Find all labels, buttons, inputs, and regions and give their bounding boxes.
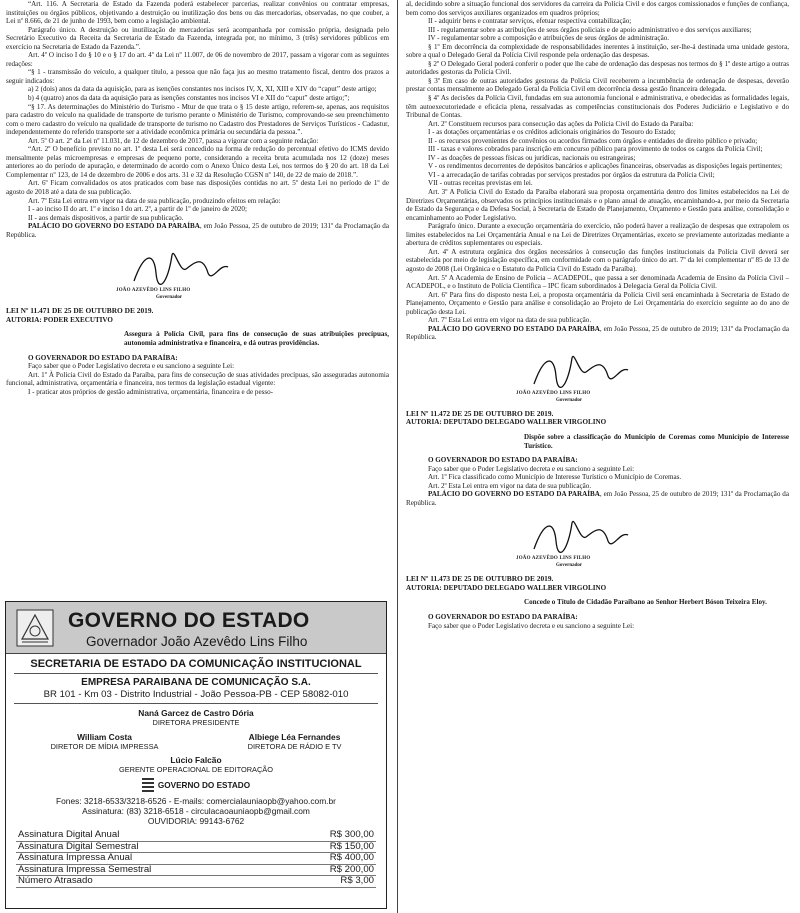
company-address: BR 101 - Km 03 - Distrito Industrial - João Pessoa-PB - CEP 58082-010	[43, 689, 349, 700]
manager-role: GERENTE OPERACIONAL DE EDITORAÇÃO	[118, 765, 273, 774]
secretaria-name: SECRETARIA DE ESTADO DA COMUNICAÇÃO INSTITUCIONAL	[30, 658, 362, 670]
signature-role: Governador	[556, 563, 583, 569]
paragraph: § 1º Em decorrência da complexidade de responsabilidades inerentes à instituição, ser-lhe-á destinada uma unidade gestora, sobre a qual o Delegado Geral da Polícia Civil responde pela ordenação das despesas.	[406, 42, 789, 60]
government-logo	[6, 778, 386, 792]
paragraph: Art. 7º Esta Lei entra em vigor na data de sua publicação.	[428, 316, 592, 325]
signature-role: Governador	[156, 295, 183, 301]
paragraph: Art. 1º À Polícia Civil do Estado da Paraíba, para fins de consecução de suas atividades precípuas, são asseguradas autonomia funcional, administrativa, orçamentária e financeira, nos termos da legislação estadual vigente:	[6, 370, 389, 388]
signature-scribble-icon	[524, 346, 644, 392]
governor-heading: O GOVERNADOR DO ESTADO DA PARAÍBA:	[428, 456, 578, 465]
table-row	[16, 830, 376, 841]
director-block	[51, 732, 159, 751]
paragraph: Parágrafo único. A destruição ou inutilização de mercadorias será acompanhada por comissão própria, designada pelo Secretário Executivo da Receita da Secretaria de Estado da Fazenda, integrada por, no mínimo, 3 (três) servidores públicos em exercício na Secretaria de Estado da Fazenda.”.	[6, 25, 389, 51]
governor-signature	[406, 346, 789, 404]
palacio-lead: PALÁCIO DO GOVERNO DO ESTADO DA PARAÍBA	[428, 490, 600, 499]
paragraph: Art. 7º Esta Lei entra em vigor na data de sua publicação, produzindo efeitos em relação:	[28, 196, 281, 205]
director-role: DIRETOR DE MÍDIA IMPRESSA	[50, 742, 159, 751]
signature-name: JOÃO AZEVÊDO LINS FILHO	[116, 288, 191, 294]
paragraph: Art. 1º Fica classificado como Município de Interesse Turístico o Município de Coremas.	[428, 473, 682, 482]
price-value: R$ 200,00	[282, 864, 376, 876]
paragraph: b) 4 (quatro) anos da data da aquisição para as isenções constantes nos incisos VI e XII do “caput” deste artigo;”;	[28, 94, 350, 103]
paragraph: Art. 6º Para fins do disposto nesta Lei, a proposta orçamentária da Polícia Civil será encaminhada à Secretaria de Estado de Planejamento, Orçamento e Gestão para análise e consolidação ao Projeto de Lei Orçamentária do exercício seguinte ao do ano de publicação desta Lei.	[406, 290, 789, 316]
table-row	[16, 876, 376, 888]
price-value: R$ 400,00	[282, 853, 376, 865]
signature-role: Governador	[556, 397, 583, 403]
paragraph: IV - regulamentar sobre a composição e atribuições de seus órgãos de administração.	[428, 34, 670, 43]
column-divider	[397, 0, 398, 913]
paragraph: Art. 2º Constituem recursos para consecução das ações da Polícia Civil do Estado da Paraíba:	[428, 119, 694, 128]
price-label: Assinatura Impressa Semestral	[16, 864, 282, 876]
signature-scribble-icon	[524, 511, 644, 557]
law-title: LEI Nº 11.472 DE 25 DE OUTUBRO DE 2019.	[406, 408, 554, 418]
director-role: DIRETORA DE RÁDIO E TV	[247, 742, 342, 751]
law-authorship: AUTORIA: DEPUTADO DELEGADO WALLBER VIRGOLINO	[406, 583, 607, 592]
paragraph: al, decidindo sobre a situação funcional dos servidores da carreira da Polícia Civil e dos cargos comissionados e funções de confiança, bem como dos serviços auxiliares organizados em quadros próprios;	[406, 0, 789, 17]
price-value: R$ 300,00	[282, 830, 376, 841]
price-label: Assinatura Digital Anual	[16, 830, 282, 841]
price-label: Número Atrasado	[16, 876, 282, 888]
price-value: R$ 150,00	[282, 841, 376, 853]
table-row	[16, 853, 376, 865]
palacio-rest: , em João Pessoa, 25 de outubro de 2019; 131º da Proclamação da República.	[406, 490, 789, 507]
law-summary: Concede o Título de Cidadão Paraibano ao Senhor Herbert Bóson Teixeira Eloy.	[524, 598, 767, 607]
law-summary: Assegura à Polícia Civil, para fins de consecução de suas atribuições precípuas, autonomia administrativa e financeira, e dá outras providências.	[124, 330, 389, 347]
paragraph: III - taxas e valores cobrados para inscrição em concurso público para provimento de todos os cargos da Polícia Civil;	[428, 145, 763, 154]
palacio-line	[406, 490, 789, 507]
paragraph: § 4º As decisões da Polícia Civil, fundadas em sua autonomia funcional e administrativa, e obedecidas as formalidades legais, têm autoexecutoriedade e eficácia plena, ressalvadas as competências constitucionais dos Poderes Judiciário e Legislativo e do Tribunal de Contas.	[406, 94, 789, 120]
company-name: EMPRESA PARAIBANA DE COMUNICAÇÃO S.A.	[81, 677, 311, 688]
palacio-lead: PALÁCIO DO GOVERNO DO ESTADO DA PARAÍBA	[428, 324, 600, 333]
paragraph: VII - outras receitas previstas em lei.	[428, 179, 533, 188]
paragraph: Faço saber que o Poder Legislativo decreta e eu sanciono a seguinte Lei:	[428, 464, 635, 473]
paragraph: III - regulamentar sobre as atribuições de seus órgãos policiais e de apoio administrativo e dos serviços auxiliares;	[428, 25, 752, 34]
expediente-title: GOVERNO DO ESTADO	[68, 609, 310, 632]
director-name: Naná Garcez de Castro Dória	[138, 708, 254, 718]
paragraph: “Art. 116. A Secretaria de Estado da Fazenda poderá estabelecer parcerias, realizar convênios ou contratar empresas, instituições ou órgãos públicos, objetivando a destruição ou inutilização dos bens ou das mercadorias, observadas, no que couber, a Lei nº 8.666, de 21 de junho de 1993, bem como a legislação ambiental.	[6, 0, 389, 26]
paragraph: Art. 2º Esta Lei entra em vigor na data de sua publicação.	[428, 481, 592, 490]
manager-name: Lúcio Falcão	[170, 755, 222, 765]
paragraph: Parágrafo único. Durante a execução orçamentária do exercício, não poderá haver a realização de despesas que extrapolem os limites estabelecidos na Lei Orçamentária Anual e na Lei de Diretrizes Orçamentárias, exceto se previamente autorizadas mediante a abertura de créditos suplementares ou especiais.	[406, 222, 789, 248]
ombudsman-line: OUVIDORIA: 99143-6762	[147, 816, 245, 826]
law-authorship: AUTORIA: DEPUTADO DELEGADO WALLBER VIRGOLINO	[406, 418, 607, 427]
paragraph: Faço saber que o Poder Legislativo decreta e eu sanciono a seguinte Lei:	[28, 362, 235, 371]
paragraph: § 2º O Delegado Geral poderá conferir o poder que lhe cabe de ordenação das despesas nos termos do § 1º deste artigo a outras autoridades gestoras da Polícia Civil.	[406, 59, 789, 77]
paragraph: II - aos demais dispositivos, a partir de sua publicação.	[28, 213, 184, 222]
director-block	[248, 732, 342, 751]
paragraph: Art. 4º O inciso I do § 10 e o § 17 do art. 4º da Lei nº 11.007, de 06 de novembro de 2017, passam a vigorar com as seguintes redações:	[6, 51, 389, 68]
signature-name: JOÃO AZEVÊDO LINS FILHO	[516, 556, 591, 562]
price-value: R$ 3,00	[282, 876, 376, 888]
director-role: DIRETORA PRESIDENTE	[152, 718, 240, 727]
expediente-header	[6, 602, 386, 654]
government-logo-text: GOVERNO DO ESTADO	[157, 780, 251, 790]
law-authorship: AUTORIA: PODER EXECUTIVO	[6, 315, 113, 324]
governor-signature	[406, 511, 789, 569]
table-row	[16, 841, 376, 853]
governor-heading: O GOVERNADOR DO ESTADO DA PARAÍBA:	[428, 612, 578, 621]
state-crest-icon	[16, 609, 54, 647]
director-name: Albiege Léa Fernandes	[248, 732, 341, 742]
price-table	[16, 830, 376, 888]
paragraph: a) 2 (dois) anos da data da aquisição, para as isenções constantes nos incisos IV, X, XI, XIII e XIV do “caput” deste artigo;	[28, 85, 377, 94]
law-summary: Dispõe sobre a classificação do Município de Coremas como Município de Interesse Turístico.	[524, 432, 789, 450]
paragraph: I - ao inciso II do art. 1º e inciso I do art. 2º, a partir de 1º de janeiro de 2020;	[28, 205, 247, 214]
paragraph: Art. 3º A Polícia Civil do Estado da Paraíba elaborará sua proposta orçamentária dentro dos limites estabelecidos na Lei de Diretrizes Orçamentárias, observados os princípios institucionais e o plano anual de atuação, encaminhando-a, por meio da Secretaria de Estado da Segurança e da Defesa Social, à Secretaria de Estado de Planejamento, Orçamento e Gestão para análise, consolidação e encaminhamento ao Poder Legislativo.	[406, 188, 789, 222]
paragraph: Art. 5º O art. 2º da Lei nº 11.031, de 12 de dezembro de 2017, passa a vigorar com a seguinte redação:	[28, 136, 319, 145]
paragraph: II - os recursos provenientes de convênios ou acordos firmados com órgãos e entidades de direito público e privado;	[428, 136, 758, 145]
director-name: William Costa	[77, 732, 132, 742]
divider	[14, 703, 378, 704]
price-label: Assinatura Impressa Anual	[16, 853, 282, 865]
governor-heading: O GOVERNADOR DO ESTADO DA PARAÍBA:	[28, 353, 178, 362]
signature-name: JOÃO AZEVÊDO LINS FILHO	[516, 390, 591, 396]
subscription-line: Assinatura: (83) 3218-6518 - circulacaoauniaopb@gmail.com	[82, 806, 310, 816]
table-row	[16, 864, 376, 876]
palacio-line	[406, 325, 789, 342]
contact-block	[6, 796, 386, 826]
expediente-box	[5, 601, 387, 909]
paragraph: “§ 17. As determinações do Ministério do Turismo - Mtur de que trata o § 15 deste artigo, referem-se, apenas, aos requisitos para cadastro do veículo na qualidade de transporte de turismo perante o Ministério de Turismo, comprovando-se seu preenchimento com o mero cadastro do veículo na qualidade de transporte de turismo no Cadastro dos Prestadores de Serviços Turísticos - Cadastur, independentemente do referido transporte ser a atividade econômica primária ou secundária da pessoa.”.	[6, 102, 389, 137]
paragraph: “§ 1 - transmissão do veículo, a qualquer título, a pessoa que não faça jus ao mesmo tratamento fiscal, dentro dos prazos a seguir indicados:	[6, 68, 389, 85]
palacio-rest: , em João Pessoa, 25 de outubro de 2019; 131º da Proclamação da República.	[406, 324, 789, 342]
price-label: Assinatura Digital Semestral	[16, 841, 282, 853]
paragraph: “Art. 2º O benefício previsto no art. 1º desta Lei será concedido na forma de redução do percentual efetivo do ICMS devido mensalmente pelas microempresas e empresas de pequeno porte, considerando a receita bruta acumulada nos 12 (doze) meses anteriores ao do período de apuração, e determinado de acordo com o Anexo Único desta Lei, nos termos do § 20 do art. 18 da Lei Complementar nº 123, de 14 de dezembro de 2006 e dos arts. 31 e 32 da Resolução CGSN nº 140, de 22 de maio de 2018.”.	[6, 145, 389, 179]
paragraph: Art. 6º Ficam convalidados os atos praticados com base nas disposições contidas no art. 5º desta Lei no período de 1º de agosto de 2018 até a data de sua publicação.	[6, 179, 389, 197]
palacio-rest: , em João Pessoa, 25 de outubro de 2019; 131º da Proclamação da República.	[6, 222, 389, 239]
palacio-lead: PALÁCIO DO GOVERNO DO ESTADO DA PARAÍBA	[28, 222, 200, 231]
paragraph: I - as dotações orçamentárias e os créditos adicionais originários do Tesouro do Estado;	[428, 128, 676, 137]
paragraph: Faço saber que o Poder Legislativo decreta e eu sanciono a seguinte Lei:	[428, 621, 635, 630]
directors-row	[6, 732, 386, 751]
right-column	[406, 0, 789, 913]
paragraph: IV - as doações de pessoas físicas ou jurídicas, nacionais ou estrangeiras;	[428, 153, 636, 162]
paragraph: I - praticar atos próprios de gestão administrativa, orçamentária, financeira e de pesso-	[28, 387, 274, 396]
paragraph: Art. 5º A Academia de Ensino de Polícia – ACADEPOL, que passa a ser denominada Academia de Ensino da Polícia Civil – ACADEPOL, e o Instituto de Polícia Científica – IPC ficam subordinados à Delegacia Geral da Polícia Civil.	[406, 273, 789, 291]
phones-line: Fones: 3218-6533/3218-6526 - E-mails: comercialauniaopb@yahoo.com.br	[56, 796, 336, 806]
palacio-line	[6, 222, 389, 239]
paragraph: VI - a arrecadação de tarifas cobradas por serviços prestados por órgãos da estrutura da Polícia Civil;	[428, 170, 715, 179]
law-title: LEI Nº 11.471 DE 25 DE OUTUBRO DE 2019.	[6, 306, 154, 316]
paragraph: § 3º Em caso de outras autoridades gestoras da Polícia Civil receberem a incumbência de ordenação de despesas, deverão prestar contas mensalmente ao Delegado Geral da Polícia Civil em decorrência dessa gestão financeira delegada.	[406, 76, 789, 94]
paragraph: V - os rendimentos decorrentes de depósitos bancários e aplicações financeiras, observadas as disposições legais pertinentes;	[428, 162, 783, 171]
signature-scribble-icon	[124, 243, 244, 289]
flag-icon	[142, 778, 154, 792]
paragraph: II - adquirir bens e contratar serviços, efetuar respectiva contabilização;	[428, 17, 632, 26]
divider	[14, 673, 378, 674]
law-title: LEI Nº 11.473 DE 25 DE OUTUBRO DE 2019.	[406, 574, 554, 584]
governor-signature	[6, 243, 389, 301]
paragraph: Art. 4º A estrutura orgânica dos órgãos necessários à consecução das funções institucionais da Polícia Civil deverá ser estabelecida por meio de legislação específica, em conformidade com o parágrafo único do art. 7º da lei complementar nº 85 de 13 de agosto de 2008 (Lei Orgânica e o Estatuto da Polícia Civil do Estado da Paraíba).	[406, 247, 789, 273]
expediente-governor: Governador João Azevêdo Lins Filho	[86, 634, 308, 649]
